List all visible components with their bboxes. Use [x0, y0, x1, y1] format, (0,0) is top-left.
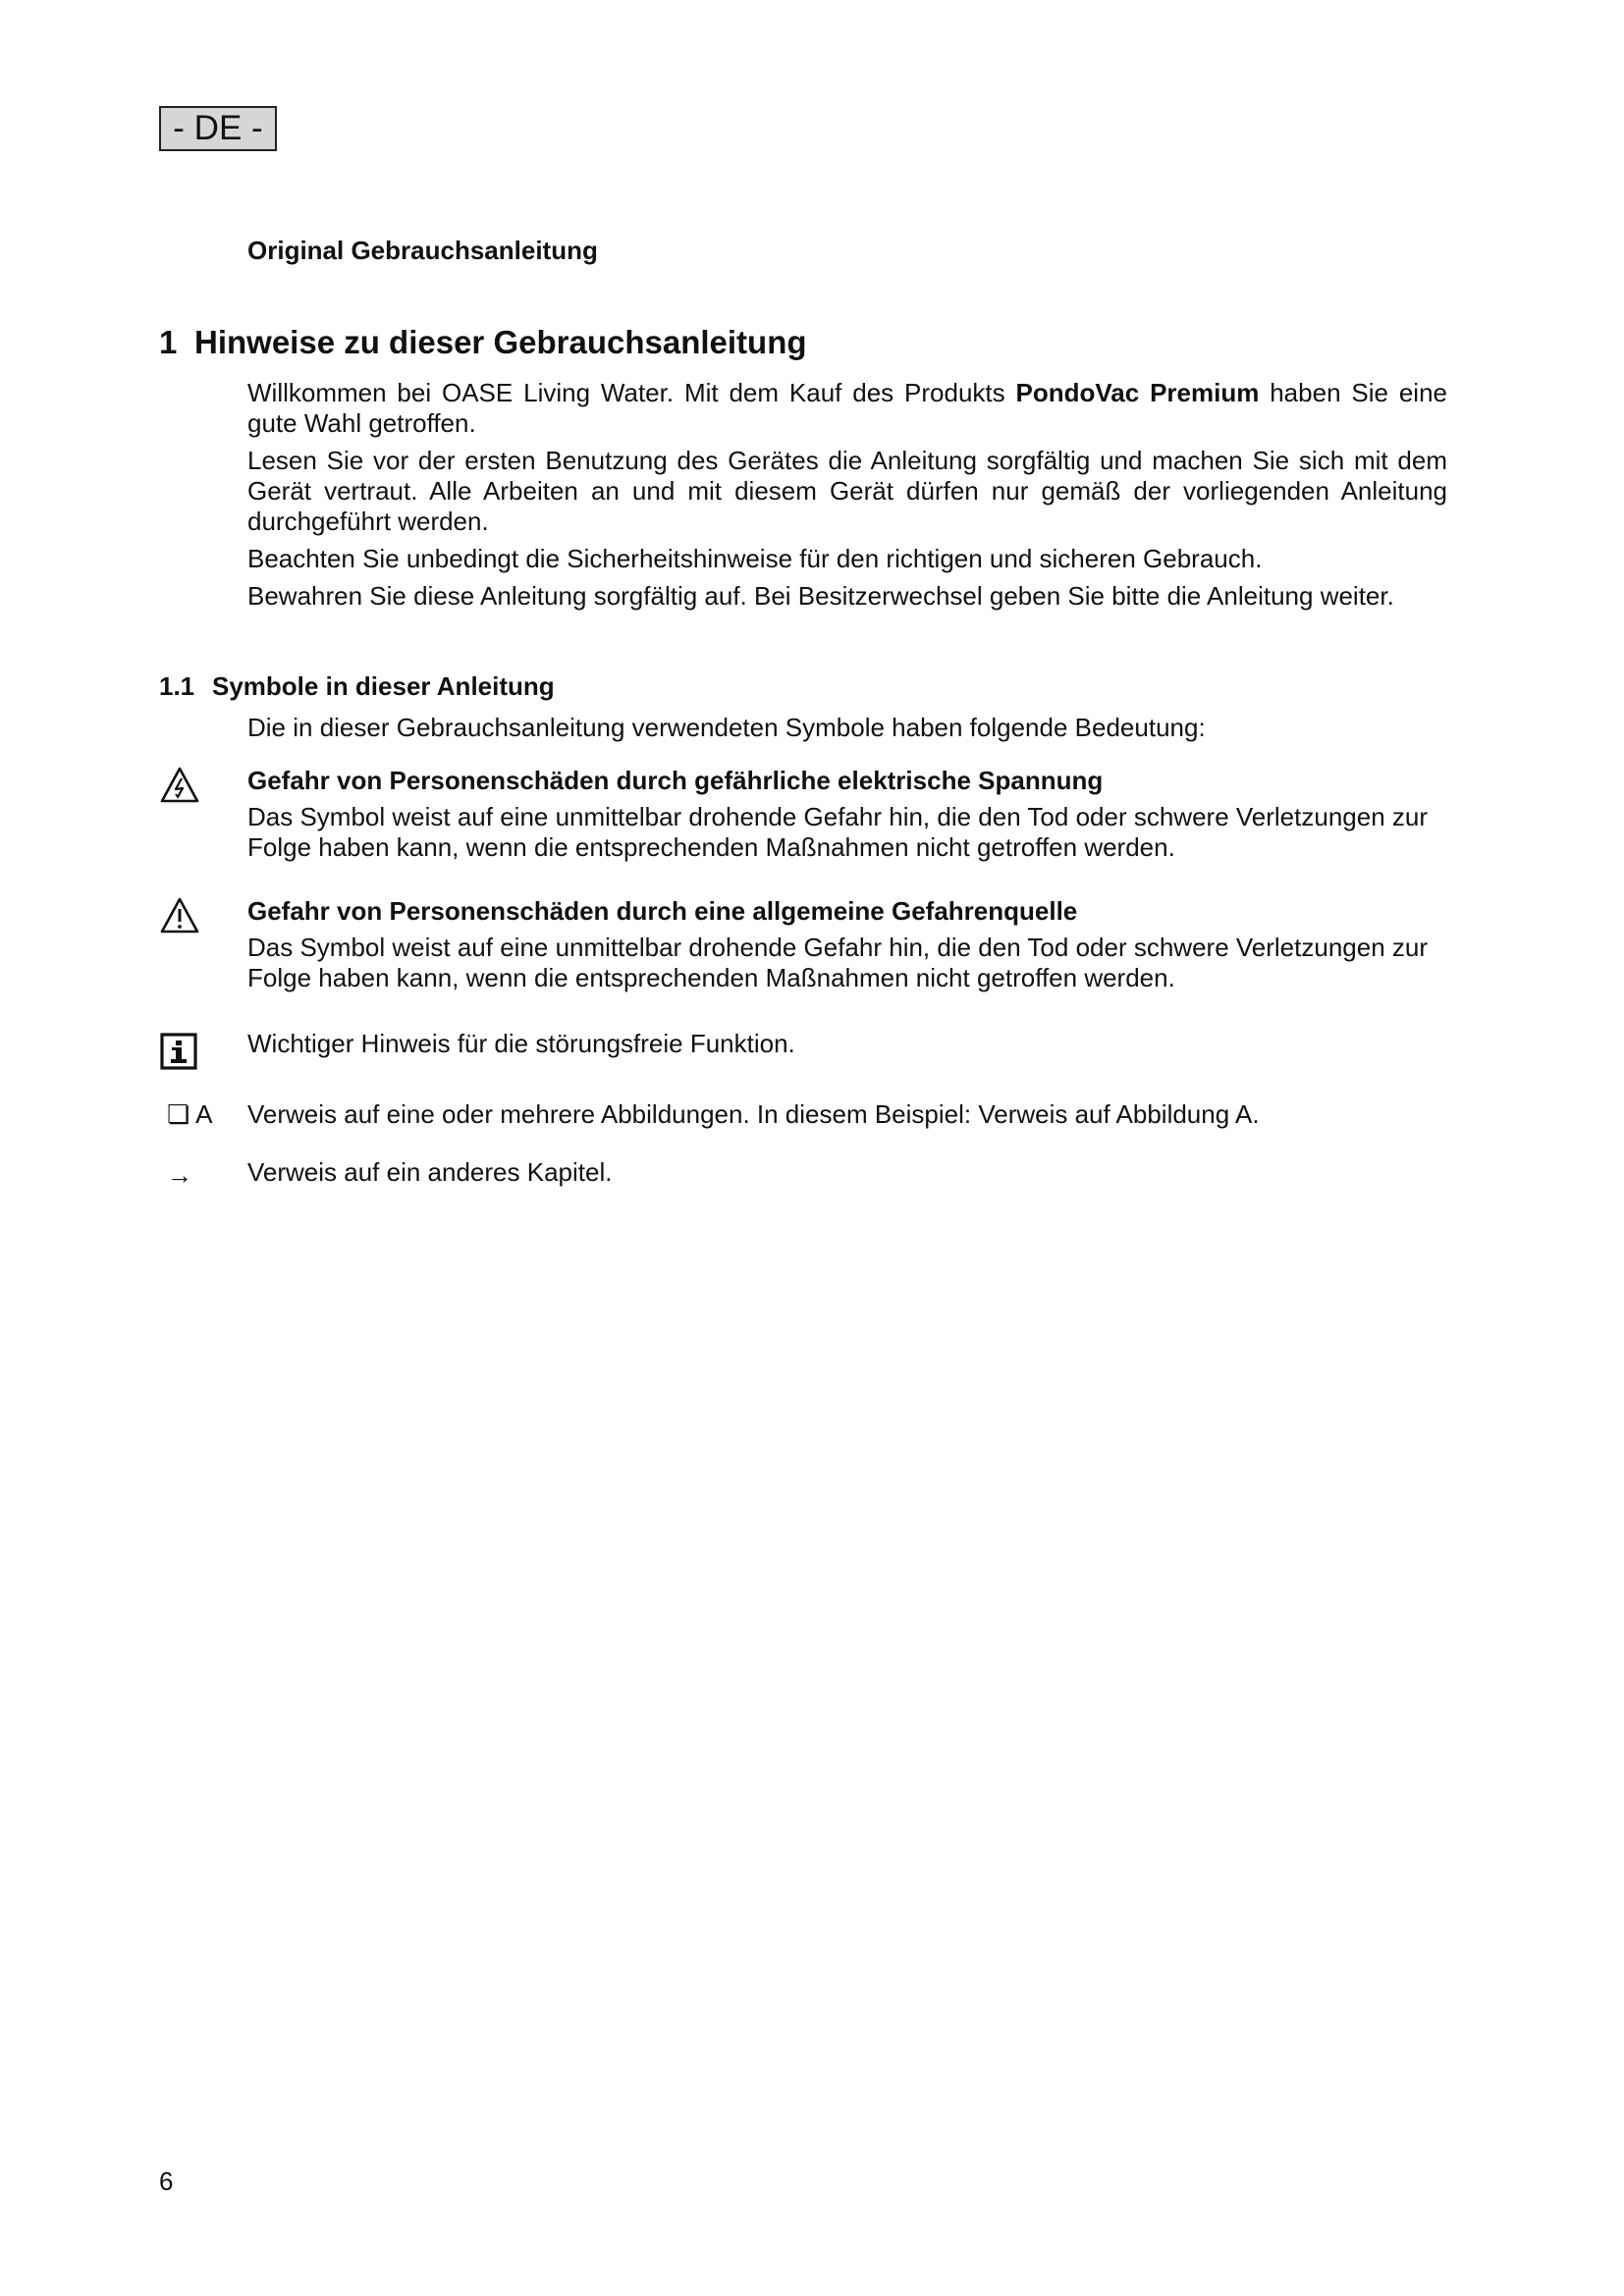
- keep-manual-paragraph: Bewahren Sie diese Anleitung sorgfältig auf. Bei Besitzerwechsel geben Sie bitte die Anleitung weiter.: [247, 581, 1394, 611]
- safety-notice-paragraph: Beachten Sie unbedingt die Sicherheitshinweise für den richtigen und sicheren Gebrauch.: [247, 544, 1263, 573]
- general-warning-icon: [159, 896, 200, 935]
- section-1-title: Hinweise zu dieser Gebrauchsanleitung: [194, 324, 807, 360]
- figure-reference-symbol: ❏ A: [167, 1099, 213, 1129]
- info-description: Wichtiger Hinweis für die störungsfreie Funktion.: [247, 1029, 795, 1058]
- welcome-paragraph: [247, 378, 1447, 439]
- document-type-label: Original Gebrauchsanleitung: [247, 236, 598, 265]
- page-number: 6: [159, 2166, 174, 2196]
- section-1-body: [247, 378, 1447, 618]
- welcome-text-start: Willkommen bei OASE Living Water. Mit dem Kauf des Produkts: [247, 378, 1016, 407]
- section-1-heading: [159, 324, 807, 361]
- electric-hazard-title: Gefahr von Personenschäden durch gefährliche elektrische Spannung: [247, 766, 1104, 795]
- general-hazard-text: [247, 896, 1447, 993]
- general-hazard-description: Das Symbol weist auf eine unmittelbar drohende Gefahr hin, die den Tod oder schwere Verletzungen zur Folge haben kann, wenn die entsprechenden Maßnahmen nicht getroffen werden.: [247, 933, 1429, 992]
- read-instructions-paragraph: Lesen Sie vor der ersten Benutzung des Gerätes die Anleitung sorgfältig und machen Sie sich mit dem Gerät vertraut. Alle Arbeiten an und mit diesem Gerät dürfen nur gemäß der vorliegenden Anleitung durchgeführt werden.: [247, 446, 1447, 536]
- chapter-reference-arrow-icon: →: [167, 1160, 192, 1190]
- electric-hazard-text: [247, 766, 1447, 863]
- electric-hazard-description: Das Symbol weist auf eine unmittelbar drohende Gefahr hin, die den Tod oder schwere Verletzungen zur Folge haben kann, wenn die entsprechenden Maßnahmen nicht getroffen werden.: [247, 802, 1429, 862]
- electric-warning-icon: [159, 766, 200, 805]
- figure-reference-description: Verweis auf eine oder mehrere Abbildungen. In diesem Beispiel: Verweis auf Abbildung A.: [247, 1099, 1260, 1129]
- section-1-1-heading: [159, 671, 555, 702]
- welcome-text-end: haben Sie eine gute Wahl getroffen.: [247, 378, 1447, 438]
- language-badge: - DE -: [159, 106, 277, 151]
- chapter-reference-description: Verweis auf ein anderes Kapitel.: [247, 1157, 613, 1187]
- info-icon: [159, 1032, 198, 1071]
- section-1-1-title: Symbole in dieser Anleitung: [212, 671, 555, 701]
- symbols-intro: Die in dieser Gebrauchsanleitung verwendeten Symbole haben folgende Bedeutung:: [247, 713, 1206, 742]
- section-1-1-number: 1.1: [159, 671, 195, 701]
- general-hazard-title: Gefahr von Personenschäden durch eine allgemeine Gefahrenquelle: [247, 896, 1078, 926]
- product-name: PondoVac Premium: [1015, 378, 1260, 407]
- section-1-number: 1: [159, 324, 178, 360]
